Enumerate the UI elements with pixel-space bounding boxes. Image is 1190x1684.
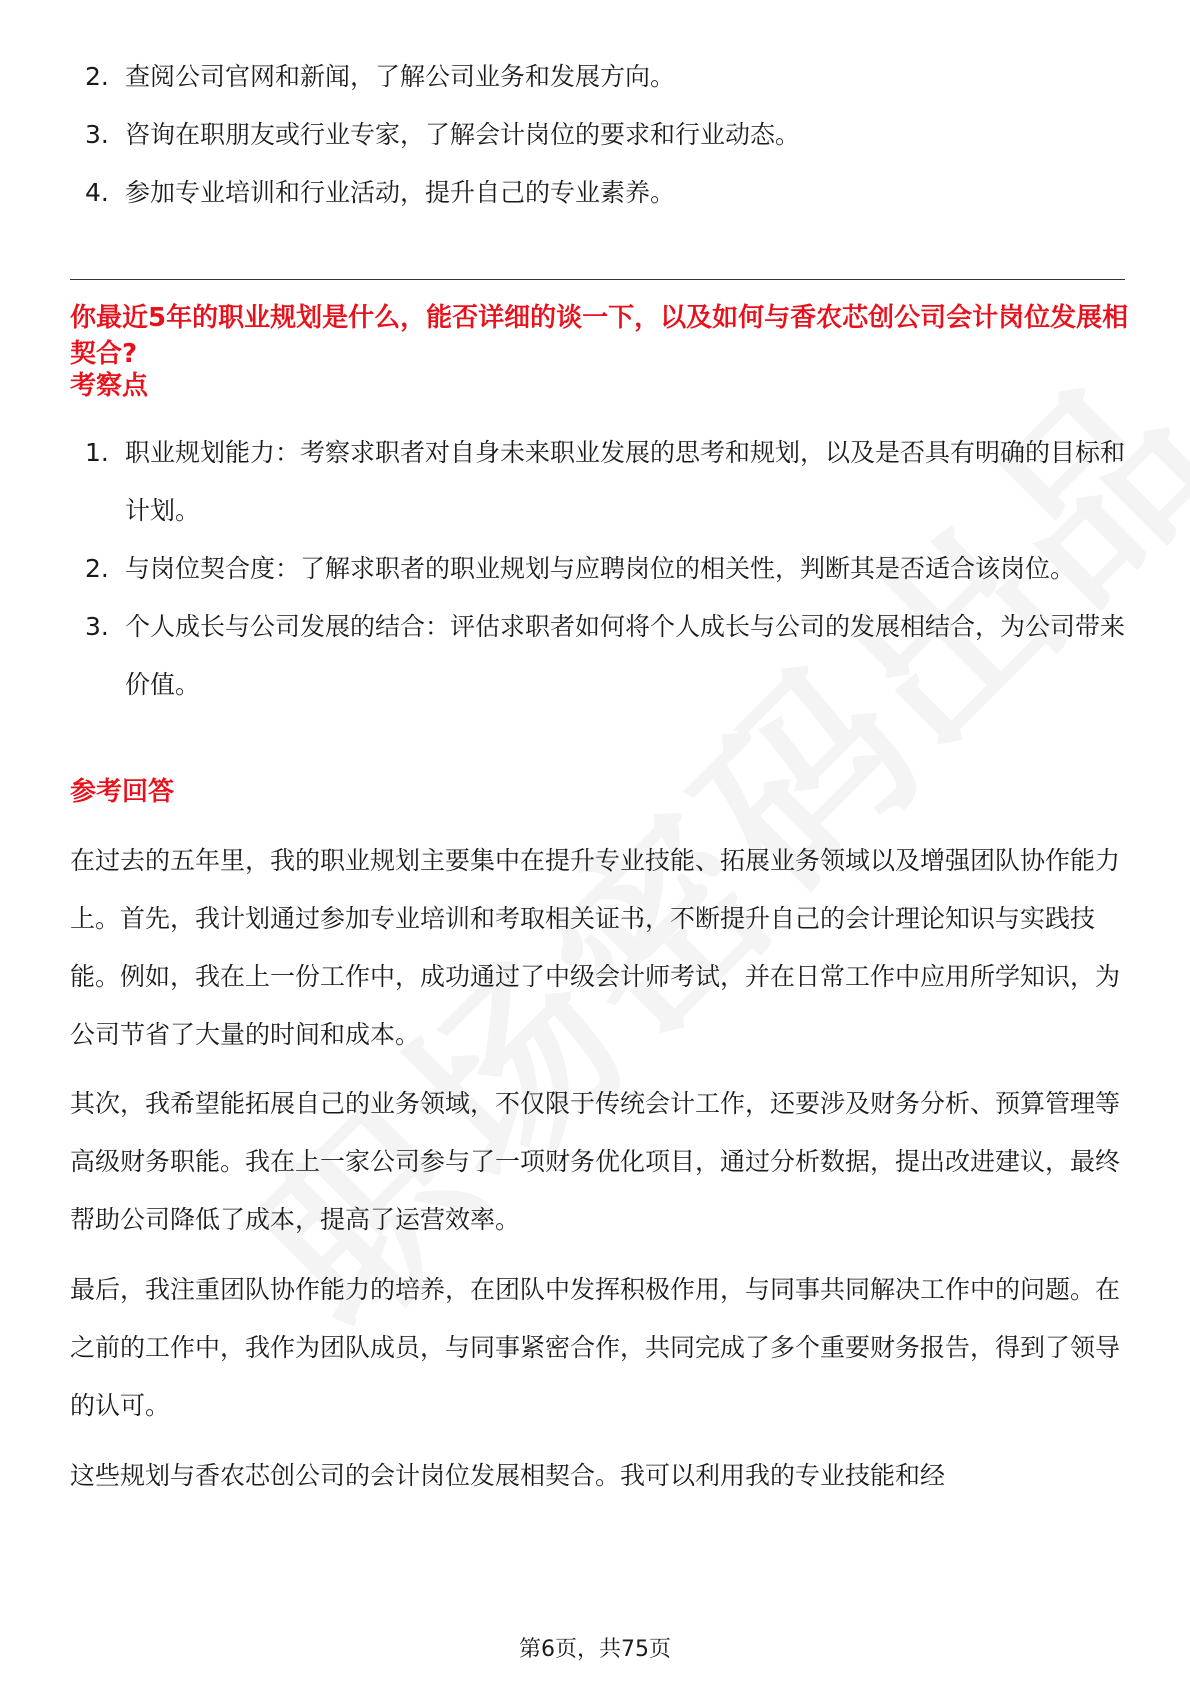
list-text: 个人成长与公司发展的结合：评估求职者如何将个人成长与公司的发展相结合，为公司带来价值。	[125, 612, 1126, 699]
section-divider	[70, 279, 1125, 280]
list-item	[70, 598, 1130, 714]
list-text: 参加专业培训和行业活动，提升自己的专业素养。	[125, 178, 676, 207]
list-number: 2.	[85, 554, 109, 583]
list-number: 4.	[85, 178, 109, 207]
list-item	[70, 48, 1130, 106]
list-text: 职业规划能力：考察求职者对自身未来职业发展的思考和规划，以及是否具有明确的目标和计划。	[125, 438, 1126, 525]
list-number: 3.	[85, 612, 109, 641]
list-item	[70, 540, 1130, 598]
answer-paragraph-1: 在过去的五年里，我的职业规划主要集中在提升专业技能、拓展业务领域以及增强团队协作能力上。首先，我计划通过参加专业培训和考取相关证书，不断提升自己的会计理论知识与实践技能。例如，我在上一份工作中，成功通过了中级会计师考试，并在日常工作中应用所学知识，为公司节省了大量的时间和成本。	[70, 846, 1121, 1049]
focus-section-title: 考察点	[70, 371, 149, 401]
list-number: 2.	[85, 62, 109, 91]
list-number: 1.	[85, 438, 109, 467]
list-item	[70, 106, 1130, 164]
list-item	[70, 164, 1130, 222]
interview-question: 你最近5年的职业规划是什么，能否详细的谈一下，以及如何与香农芯创公司会计岗位发展相契合?	[70, 303, 1129, 369]
top-numbered-list	[70, 48, 1130, 222]
list-text: 查阅公司官网和新闻，了解公司业务和发展方向。	[125, 62, 676, 91]
answer-paragraph-4: 这些规划与香农芯创公司的会计岗位发展相契合。我可以利用我的专业技能和经	[70, 1461, 946, 1490]
page-footer: 第6页，共75页	[519, 1637, 671, 1662]
list-text: 与岗位契合度：了解求职者的职业规划与应聘岗位的相关性，判断其是否适合该岗位。	[125, 554, 1076, 583]
list-text: 咨询在职朋友或行业专家，了解会计岗位的要求和行业动态。	[125, 120, 801, 149]
answer-paragraph-3: 最后，我注重团队协作能力的培养，在团队中发挥积极作用，与同事共同解决工作中的问题。在之前的工作中，我作为团队成员，与同事紧密合作，共同完成了多个重要财务报告，得到了领导的认可。	[70, 1275, 1121, 1420]
list-number: 3.	[85, 120, 109, 149]
answer-paragraph-2: 其次，我希望能拓展自己的业务领域，不仅限于传统会计工作，还要涉及财务分析、预算管理等高级财务职能。我在上一家公司参与了一项财务优化项目，通过分析数据，提出改进建议，最终帮助公司降低了成本，提高了运营效率。	[70, 1089, 1121, 1234]
answer-section-title: 参考回答	[70, 777, 175, 807]
list-item	[70, 424, 1130, 540]
focus-numbered-list	[70, 424, 1130, 714]
